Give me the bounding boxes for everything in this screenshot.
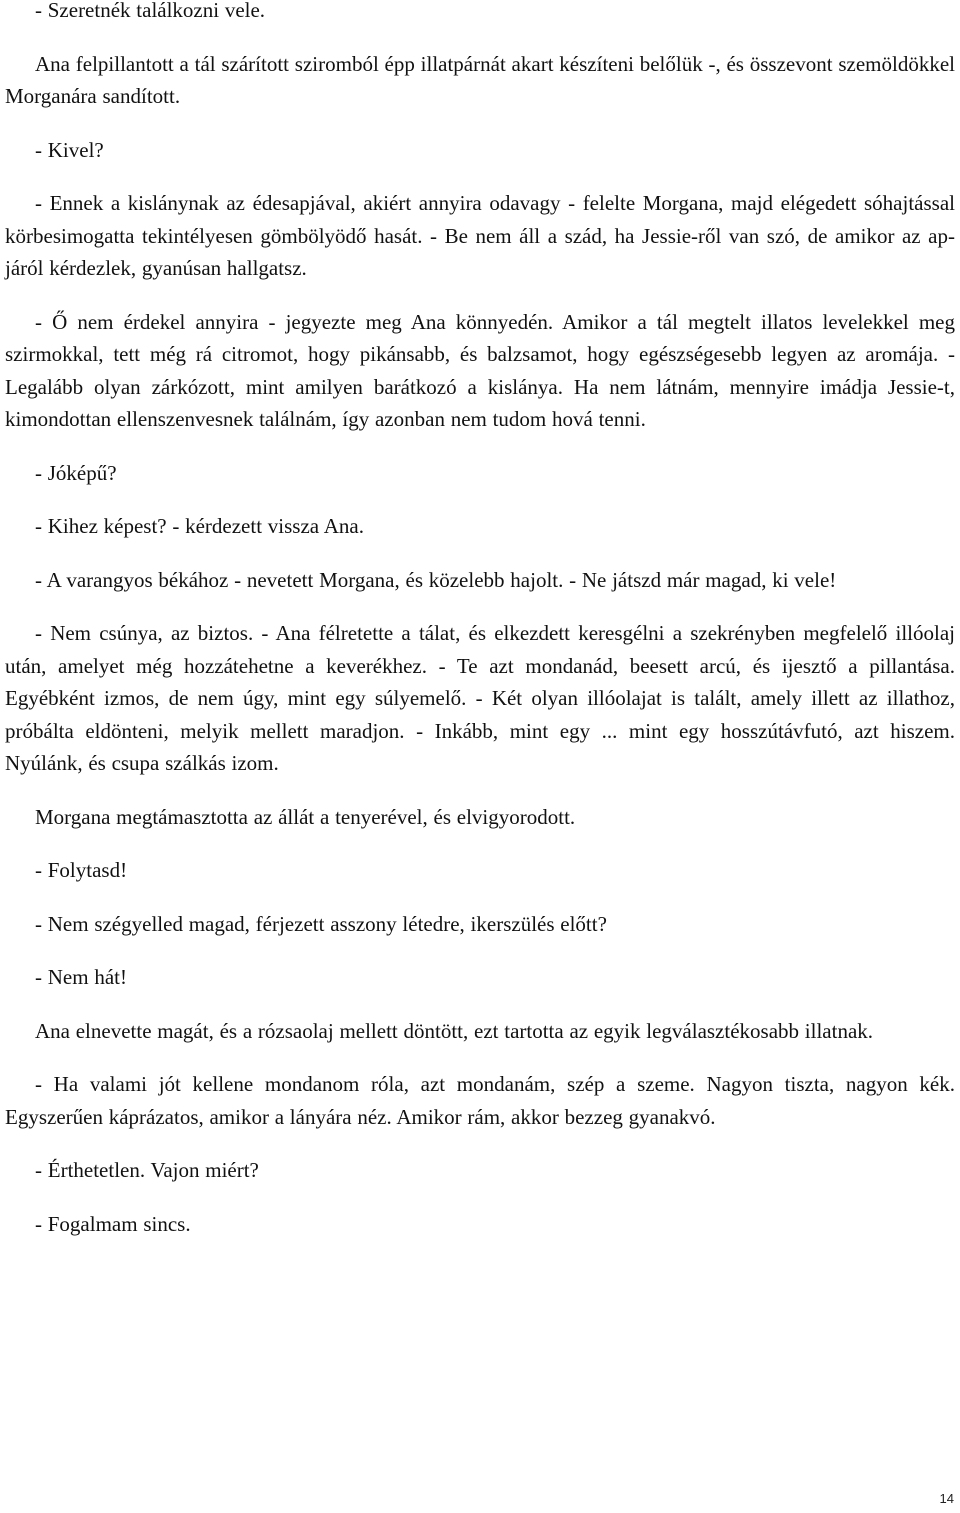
paragraph-10: Morgana megtámasztotta az állát a tenyerével, és elvigyorodott. xyxy=(35,804,576,829)
paragraph-15: - Ha valami jót kellene mondanom róla, azt mondanám, szép a szeme. Nagyon tiszta, nagyon kék. Egyszerűen káprázatos, amikor a lányára néz. Amikor rám, akkor bezzeg gyanakvó. xyxy=(5,1072,955,1129)
paragraph-14: Ana elnevette magát, és a rózsaolaj mellett döntött, ezt tartotta az egyik legválasztékosabb illatnak. xyxy=(35,1018,874,1043)
paragraph-2: Ana felpillantott a tál szárított sziromból épp illatpárnát akart készíteni belőlük -, és összevont szemöldökkel Morganára sandított. xyxy=(5,51,955,108)
paragraph-9: - Nem csúnya, az biztos. - Ana félretette a tálat, és elkezdett keresgélni a szekrényben megfelelő illóolaj után, amelyet még hozzátehetne a keverékhez. - Te azt mondanád, beesett arcú, és ijesztő a pillantása. Egyébként izmos, de nem úgy, mint egy súlyemelő. - Két olyan illóolajat is talált, amely illett az illathoz, próbálta eldönteni, melyik mellett maradjon. - Inkább, mint egy ... mint egy hosszútávfutó, azt hiszem. Nyúlánk, és csupa szálkás izom. xyxy=(5,621,955,775)
paragraph-8: - A varangyos békához - nevetett Morgana, és közelebb hajolt. - Ne játszd már magad, ki vele! xyxy=(35,567,837,592)
body-text xyxy=(5,0,955,1261)
paragraph-7: - Kihez képest? - kérdezett vissza Ana. xyxy=(35,514,364,538)
paragraph-1: - Szeretnék találkozni vele. xyxy=(35,0,266,22)
paragraph-4: - Ennek a kislánynak az édesapjával, akiért annyira odavagy - felelte Morgana, majd elégedett sóhajtással körbesimogatta tekintélyesen gömbölyödő hasát. - Be nem áll a szád, ha Jessie-ről van szó, de amikor az ap-járól kérdezlek, gyanúsan hallgatsz. xyxy=(5,191,955,280)
paragraph-16: - Érthetetlen. Vajon miért? xyxy=(35,1158,259,1182)
paragraph-6: - Jóképű? xyxy=(35,460,117,485)
paragraph-11: - Folytasd! xyxy=(35,858,128,882)
paragraph-13: - Nem hát! xyxy=(35,965,127,989)
page-number: 14 xyxy=(939,1491,954,1506)
paragraph-5: - Ő nem érdekel annyira - jegyezte meg Ana könnyedén. Amikor a tál megtelt illatos levelekkel meg szirmokkal, tett még rá citromot, hogy pikánsabb, és balzsamot, hogy egészségesebb legyen az aromája. - Legalább olyan zárkózott, mint amilyen barátkozó a kislánya. Ha nem látnám, mennyire imádja Jessie-t, kimondottan ellenszenvesnek találnám, így azonban nem tudom hová tenni. xyxy=(5,309,955,431)
paragraph-3: - Kivel? xyxy=(35,137,104,162)
paragraph-17: - Fogalmam sincs. xyxy=(35,1211,191,1236)
paragraph-12: - Nem szégyelled magad, férjezett asszony létedre, ikerszülés előtt? xyxy=(35,911,607,936)
